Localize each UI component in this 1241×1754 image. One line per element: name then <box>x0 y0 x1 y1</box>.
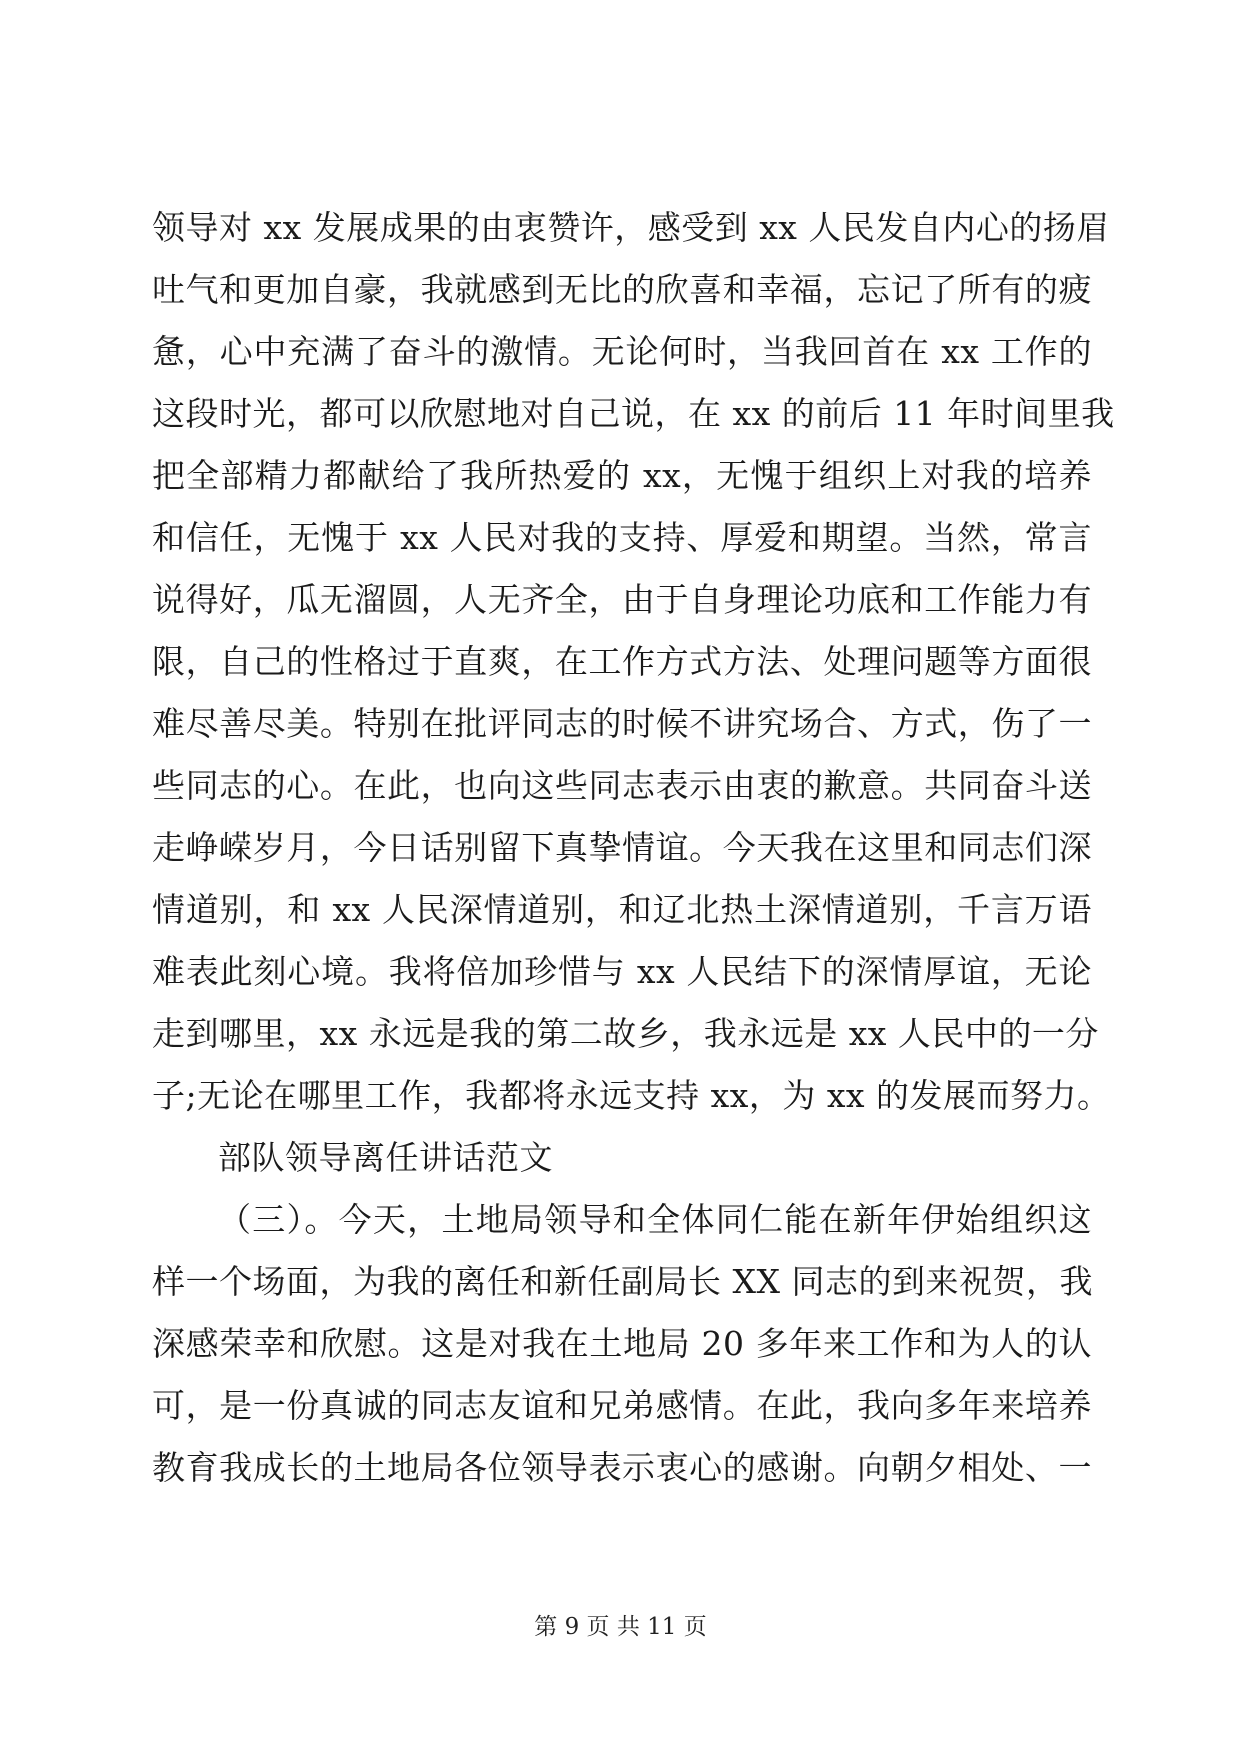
paragraph-line: 深感荣幸和欣慰。这是对我在土地局 20 多年来工作和为人的认 <box>152 1324 1092 1363</box>
paragraph-line: 教育我成长的土地局各位领导表示衷心的感谢。向朝夕相处、一 <box>152 1448 1092 1487</box>
paragraph-line: 难尽善尽美。特别在批评同志的时候不讲究场合、方式，伤了一 <box>152 704 1092 743</box>
paragraph-line: 吐气和更加自豪，我就感到无比的欣喜和幸福，忘记了所有的疲 <box>152 270 1092 309</box>
paragraph-line: 情道别，和 xx 人民深情道别，和辽北热土深情道别，千言万语 <box>152 890 1092 929</box>
paragraph-line: 些同志的心。在此，也向这些同志表示由衷的歉意。共同奋斗送 <box>152 766 1092 805</box>
paragraph-line: 把全部精力都献给了我所热爱的 xx，无愧于组织上对我的培养 <box>152 456 1092 495</box>
paragraph-line: 子;无论在哪里工作，我都将永远支持 xx，为 xx 的发展而努力。 <box>152 1076 1111 1115</box>
paragraph-line: 和信任，无愧于 xx 人民对我的支持、厚爱和期望。当然，常言 <box>152 518 1092 557</box>
paragraph-line: 惫，心中充满了奋斗的激情。无论何时，当我回首在 xx 工作的 <box>152 332 1092 371</box>
paragraph-line: （三）。今天，土地局领导和全体同仁能在新年伊始组织这 <box>218 1200 1092 1239</box>
section-heading: 部队领导离任讲话范文 <box>218 1138 553 1177</box>
paragraph-line: 走到哪里，xx 永远是我的第二故乡，我永远是 xx 人民中的一分 <box>152 1014 1099 1053</box>
paragraph-line: 限，自己的性格过于直爽，在工作方式方法、处理问题等方面很 <box>152 642 1092 681</box>
paragraph-line: 走峥嵘岁月，今日话别留下真挚情谊。今天我在这里和同志们深 <box>152 828 1092 867</box>
paragraph-line: 说得好，瓜无溜圆，人无齐全，由于自身理论功底和工作能力有 <box>152 580 1092 619</box>
paragraph-line: 这段时光，都可以欣慰地对自己说，在 xx 的前后 11 年时间里我 <box>152 394 1115 433</box>
paragraph-line: 难表此刻心境。我将倍加珍惜与 xx 人民结下的深情厚谊，无论 <box>152 952 1092 991</box>
paragraph-line: 可，是一份真诚的同志友谊和兄弟感情。在此，我向多年来培养 <box>152 1386 1092 1425</box>
paragraph-line: 样一个场面，为我的离任和新任副局长 XX 同志的到来祝贺，我 <box>152 1262 1093 1301</box>
paragraph-line: 领导对 xx 发展成果的由衷赞许，感受到 xx 人民发自内心的扬眉 <box>152 208 1110 247</box>
page-number-footer: 第 9 页 共 11 页 <box>534 1614 707 1640</box>
